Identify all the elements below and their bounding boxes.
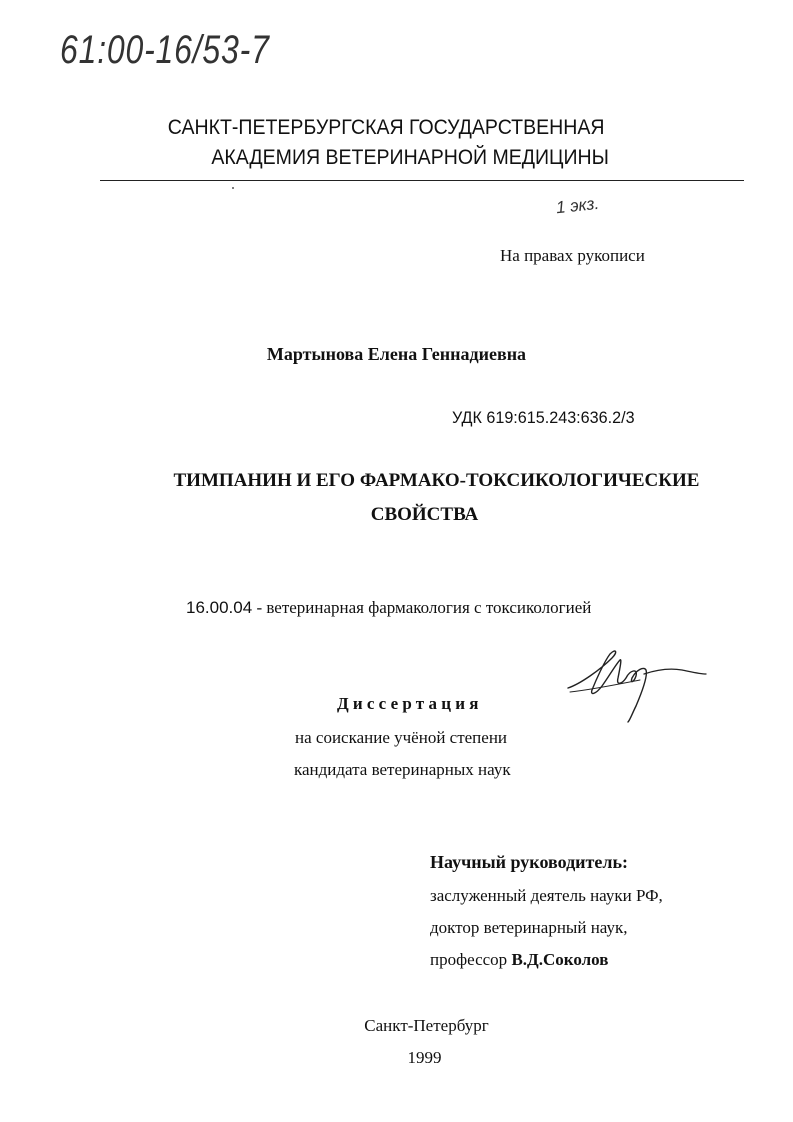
supervisor-title-line-1: заслуженный деятель науки РФ, (430, 886, 663, 905)
supervisor-name: В.Д.Соколов (511, 950, 609, 969)
manuscript-rights-note: На правах рукописи (500, 246, 645, 265)
scan-speck (232, 187, 234, 189)
publication-city: Санкт-Петербург (364, 1016, 489, 1035)
shelf-mark-handwritten: 61:00-16/53-7 (60, 28, 270, 72)
signature-image (560, 640, 710, 730)
specialty-code: 16.00.04 (186, 598, 253, 617)
copies-note-handwritten: 1 экз. (555, 193, 601, 218)
degree-line-1: на соискание учёной степени (295, 728, 508, 747)
institution-line-2: АКАДЕМИЯ ВЕТЕРИНАРНОЙ МЕДИЦИНЫ (211, 146, 609, 169)
institution-line-1: САНКТ-ПЕТЕРБУРГСКАЯ ГОСУДАРСТВЕННАЯ (167, 116, 605, 139)
document-kind: Диссертация (337, 694, 483, 713)
specialty-name: - ветеринарная фармакология с токсикологией (252, 598, 592, 617)
supervisor-title-line-3 (430, 950, 608, 970)
supervisor-title-line-2: доктор ветеринарный наук, (430, 918, 628, 937)
supervisor-heading: Научный руководитель: (430, 852, 628, 872)
publication-year: 1999 (407, 1048, 442, 1067)
specialty (186, 598, 591, 618)
header-divider (100, 180, 744, 181)
thesis-title-line-2: СВОЙСТВА (370, 504, 479, 525)
thesis-title-line-1: ТИМПАНИН И ЕГО ФАРМАКО-ТОКСИКОЛОГИЧЕСКИЕ (173, 470, 700, 491)
supervisor-rank: профессор (430, 950, 512, 969)
udc-code: УДК 619:615.243:636.2/3 (452, 408, 635, 427)
author-name: Мартынова Елена Геннадиевна (266, 344, 527, 364)
degree-line-2: кандидата ветеринарных наук (294, 760, 511, 779)
